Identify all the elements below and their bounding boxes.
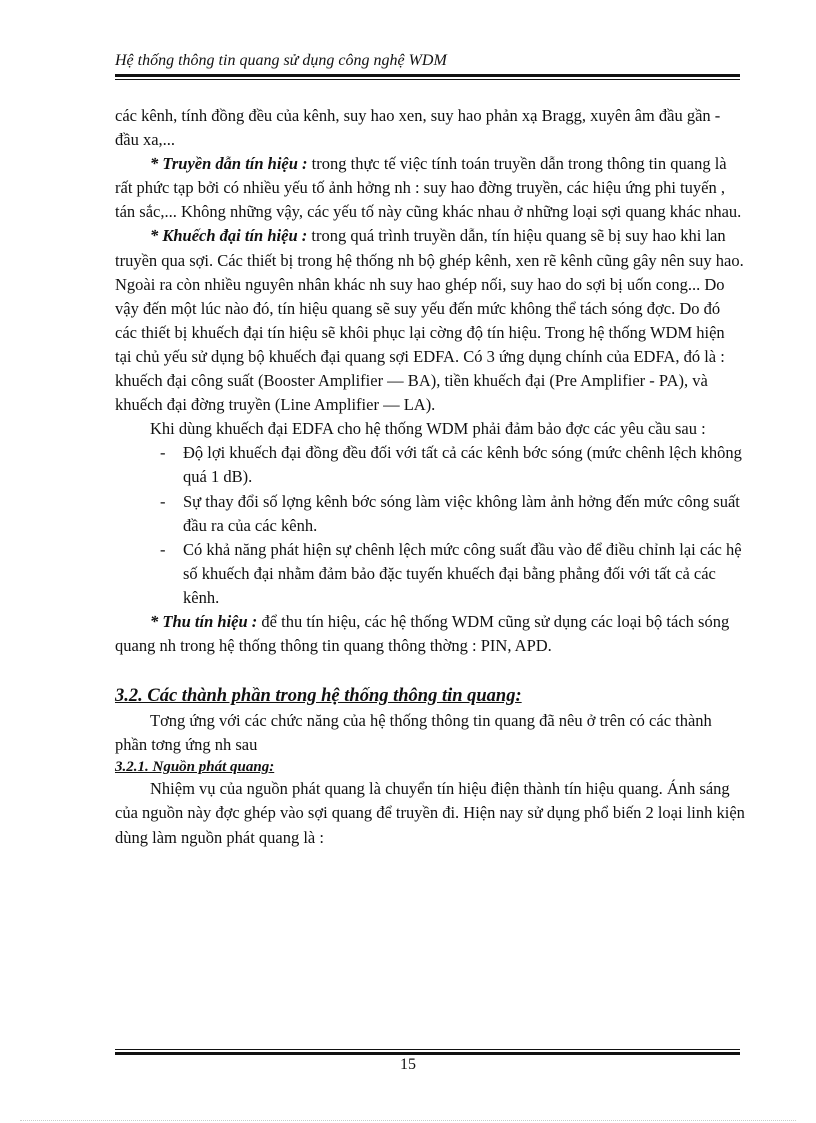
header-rule-thick [115, 74, 740, 77]
reception-text: để thu tín hiệu, các hệ thống WDM cũng sử dụng các loại bộ tách sóng quang nh trong hệ thống thông tin quang thông thờng : PIN, APD. [115, 611, 730, 656]
reception-label: * Thu tín hiệu : [150, 611, 258, 631]
running-header: Hệ thống thông tin quang sử dụng công nghệ WDM [115, 52, 447, 69]
intro-paragraph: các kênh, tính đồng đều của kênh, suy hao xen, suy hao phản xạ Bragg, xuyên âm đầu gần - đầu xa,... [115, 106, 721, 150]
requirement-text: Độ lợi khuếch đại đồng đều đối với tất cả các kênh bớc sóng (mức chênh lệch không quá 1 dB). [183, 443, 742, 487]
list-dash: - [160, 443, 166, 463]
amplification-label: * Khuếch đại tín hiệu : [150, 226, 308, 246]
requirement-text: Có khả năng phát hiện sự chênh lệch mức công suất đầu vào để điều chỉnh lại các hệ số khuếch đại nhằm đảm bảo đặc tuyến khuếch đại bằng phẳng đối với tất cả các kênh. [183, 539, 742, 607]
requirement-text: Sự thay đổi số lợng kênh bớc sóng làm việc không làm ảnh hởng đến mức công suất đầu ra của các kênh. [183, 491, 740, 535]
footer-rule-thick [115, 1052, 740, 1055]
reception-paragraph [115, 610, 745, 658]
page-number: 15 [400, 1056, 416, 1073]
section-intro-paragraph: Tơng ứng với các chức năng của hệ thống thông tin quang đã nêu ở trên có các thành phần tơng ứng nh sau [115, 711, 712, 755]
amplification-text: trong quá trình truyền dẫn, tín hiệu quang sẽ bị suy hao khi lan truyền qua sợi. Các thiết bị trong hệ thống nh bộ ghép kênh, xen rẽ kênh cũng gây nên suy hao. Ngoài ra còn nhiều nguyên nhân khác nh suy hao ghép nối, suy hao do sợi bị uốn cong... Do vậy đến một lúc nào đó, tín hiệu quang sẽ suy yếu đến mức không thể tách sóng đợc. Do đó các thiết bị khuếch đại tín hiệu sẽ khôi phục lại cờng độ tín hiệu. Trong hệ thống WDM hiện tại chủ yếu sử dụng bộ khuếch đại quang sợi EDFA. Có 3 ứng dụng chính của EDFA, đó là : khuếch đại công suất (Booster Amplifier — BA), tiền khuếch đại (Pre Amplifier - PA), và khuếch đại đờng truyền (Line Amplifier — LA). [115, 226, 744, 415]
page-body [115, 104, 745, 850]
requirement-item [115, 490, 745, 538]
transmission-text: trong thực tế việc tính toán truyền dẫn trong thông tin quang là rất phức tạp bởi có nhiều yếu tố ảnh hởng nh : suy hao đờng truyền, các hiệu ứng phi tuyến , tán sắc,... Không những vậy, các yếu tố này cũng khác nhau ở những loại sợi quang khác nhau. [115, 154, 742, 222]
requirement-item [115, 538, 745, 610]
edfa-intro-paragraph: Khi dùng khuếch đại EDFA cho hệ thống WDM phải đảm bảo đợc các yêu cầu sau : [150, 419, 706, 439]
section-heading: 3.2. Các thành phần trong hệ thống thông tin quang: [115, 686, 522, 707]
page-edge-border [20, 1120, 796, 1121]
header-rule-thin [115, 79, 740, 80]
transmission-paragraph [115, 152, 745, 224]
subsection-heading: 3.2.1. Nguồn phát quang: [115, 759, 275, 776]
list-dash: - [160, 491, 166, 511]
subsection-paragraph: Nhiệm vụ của nguồn phát quang là chuyển tín hiệu điện thành tín hiệu quang. Ánh sáng của nguồn này đợc ghép vào sợi quang để truyền đi. Hiện nay sử dụng phổ biến 2 loại linh kiện dùng làm nguồn phát quang là : [115, 779, 745, 847]
list-dash: - [160, 539, 166, 559]
footer-rule-thin [115, 1049, 740, 1050]
amplification-paragraph [115, 224, 745, 417]
requirement-item [115, 441, 745, 489]
transmission-label: * Truyền dẫn tín hiệu : [150, 154, 308, 174]
